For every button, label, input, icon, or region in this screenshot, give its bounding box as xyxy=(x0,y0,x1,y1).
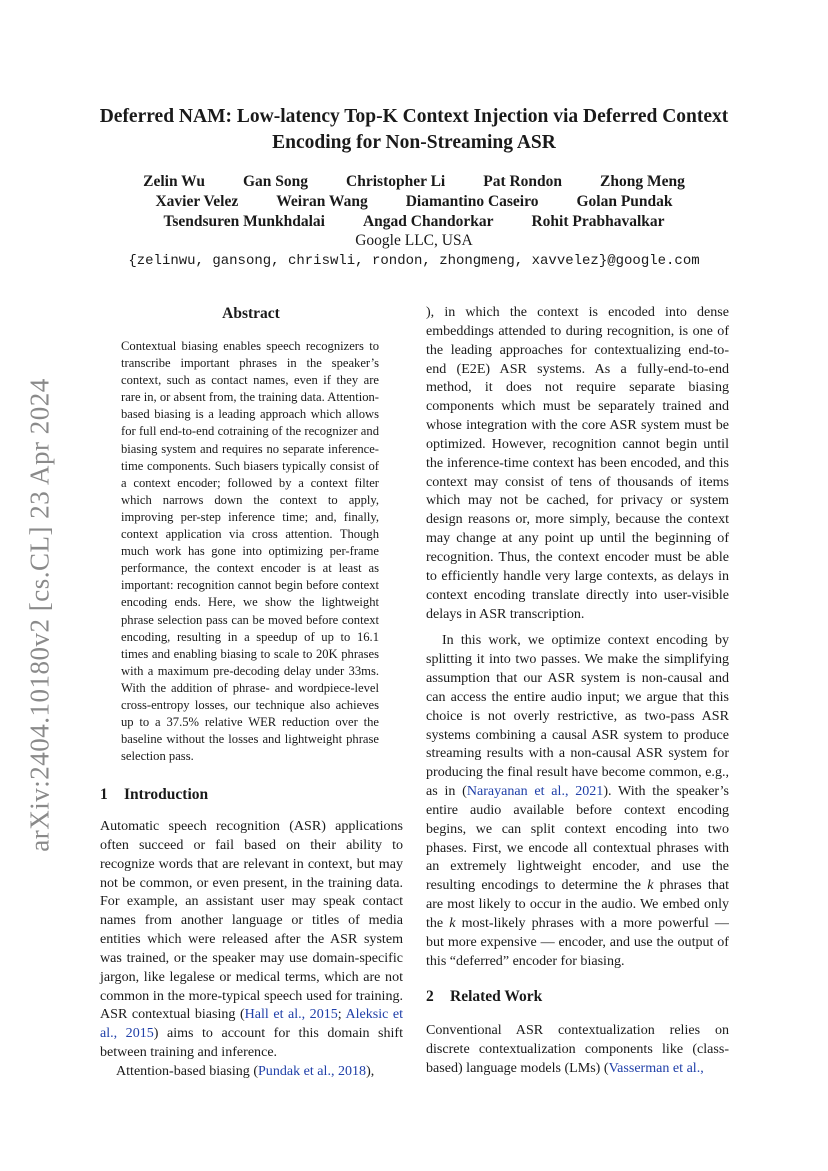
arxiv-stamp xyxy=(18,365,62,865)
abstract-body: Contextual biasing enables speech recognizers to transcribe important phrases in the speaker’s context, such as contact names, even if they are rare in, or absent from, the training data. Attention-based biasing is a leading approach which allows for full end-to-end cotraining of the recognizer and biasing system and requires no separate inference-time components. Such biasers typically consist of a context encoder; followed by a context filter which narrows down the context to apply, improving per-step inference time; and, finally, context application via cross attention. Though much work has gone into optimizing per-frame performance, the context encoder is at least as important: recognition cannot begin before context encoding ends. Here, we show the lightweight phrase selection pass can be moved before context encoding, resulting in a speedup of up to 16.1 times and enabling biasing to scale to 20K phrases with a maximum pre-decoding delay under 33ms. With the addition of phrase- and wordpiece-level cross-entropy losses, our technique also achieves up to a 37.5% relative WER reduction over the baseline without the losses and lightweight phrase selection pass. xyxy=(121,339,379,764)
author: Gan Song xyxy=(243,173,309,190)
author: Xavier Velez xyxy=(155,193,239,210)
author-list xyxy=(90,172,738,232)
section-number: 2 xyxy=(426,988,434,1005)
intro-paragraph-2-start: Attention-based biasing (Pundak et al., 2018), xyxy=(116,1062,375,1079)
citation-link[interactable]: Hall et al., 2015 xyxy=(244,1006,338,1023)
author-row-2 xyxy=(90,192,738,212)
author: Zhong Meng xyxy=(600,173,685,190)
citation-link[interactable]: Narayanan et al., 2021 xyxy=(466,783,604,800)
title-line-2: Encoding for Non-Streaming ASR xyxy=(272,132,556,153)
intro-paragraph-2-cont: ), in which the context is encoded into dense embeddings attended to during recognition, is one of the leading approaches for contextualizing end-to-end (E2E) ASR systems. As a fully-end-to-end method, it does not require separate biasing components which must be separately trained and whose integration with the core ASR system must be optimized. However, recognition cannot begin until the inference-time context has been encoded, and this context may consist of tens of thousands of items which may not be cached, for privacy or system design reasons or, more simply, because the context may change at any point up until the beginning of recognition. Thus, the context encoder must be able to efficiently handle very large contexts, as delays in context encoding translate directly into user-visible delays in ASR transcription. xyxy=(426,304,729,622)
section-heading-introduction xyxy=(100,786,208,804)
section-number: 1 xyxy=(100,786,108,803)
author: Christopher Li xyxy=(346,173,446,190)
author: Zelin Wu xyxy=(143,173,205,190)
author: Golan Pundak xyxy=(576,193,673,210)
citation-link[interactable]: Pundak et al., 2018 xyxy=(258,1062,367,1079)
intro-paragraph-3: In this work, we optimize context encoding by splitting it into two passes. We make the simplifying assumption that our ASR system is non-causal and can access the entire audio input; we argue that this choice is not overly restrictive, as two-pass ASR systems combining a causal ASR system to produce streaming results with a non-causal ASR system for producing the final result have become common, e.g., as in (Narayanan et al., 2021). With the speaker’s entire audio available before context encoding begins, we can split context encoding into two phases. First, we encode all contextual phrases with an extremely lightweight encoder, and use the resulting encodings to determine the k phrases that are most likely to occur in the audio. We embed only the k most-likely phrases with a more powerful — but more expensive — encoder, and use the output of this “deferred” encoder for biasing. xyxy=(426,632,729,969)
author: Diamantino Caseiro xyxy=(405,193,539,210)
citation-link[interactable]: Vasserman et al., xyxy=(608,1059,704,1076)
section-title: Related Work xyxy=(450,988,543,1005)
math-k: k xyxy=(647,877,654,894)
author: Rohit Prabhavalkar xyxy=(531,213,665,230)
related-paragraph-1: Conventional ASR contextualization relies on discrete contextualization components like (class-based) language models (LMs) (Vasserman et al., xyxy=(426,1022,729,1076)
author-row-1 xyxy=(90,172,738,192)
abstract-heading: Abstract xyxy=(222,305,280,322)
title-line-1: Deferred NAM: Low-latency Top-K Context Injection via Deferred Context xyxy=(99,106,729,127)
citation-link[interactable]: Aleksic et al., 2015 xyxy=(100,1006,404,1042)
author: Tsendsuren Munkhdalai xyxy=(163,213,325,230)
related-work-text xyxy=(426,1021,729,1078)
author: Weiran Wang xyxy=(276,193,368,210)
affiliation: Google LLC, USA xyxy=(355,232,473,249)
section-heading-related-work xyxy=(426,988,542,1006)
author-row-3 xyxy=(90,212,738,232)
right-column-text xyxy=(426,303,729,971)
author-emails: {zelinwu, gansong, chriswli, rondon, zhongmeng, xavvelez}@google.com xyxy=(128,253,700,269)
author: Angad Chandorkar xyxy=(362,213,494,230)
paper-title xyxy=(90,104,738,156)
intro-paragraph-1: Automatic speech recognition (ASR) applications often succeed or fail based on their ability to recognize words that are relevant in context, but may not be common, or even present, in the training data. For example, an assistant user may speak contact names from another language or titles of media entities which were released after the ASR system was trained, or the speaker may use domain-specific jargon, like legalese or medical terms, which are not common in the more-typical speech used for training. ASR contextual biasing (Hall et al., 2015; Aleksic et al., 2015) aims to account for this domain shift between training and inference. xyxy=(100,818,404,1061)
author: Pat Rondon xyxy=(483,173,563,190)
section-title: Introduction xyxy=(124,786,209,803)
arxiv-stamp-text: arXiv:2404.10180v2 [cs.CL] 23 Apr 2024 xyxy=(24,378,55,852)
math-k: k xyxy=(449,915,456,931)
left-column-text xyxy=(100,817,403,1081)
